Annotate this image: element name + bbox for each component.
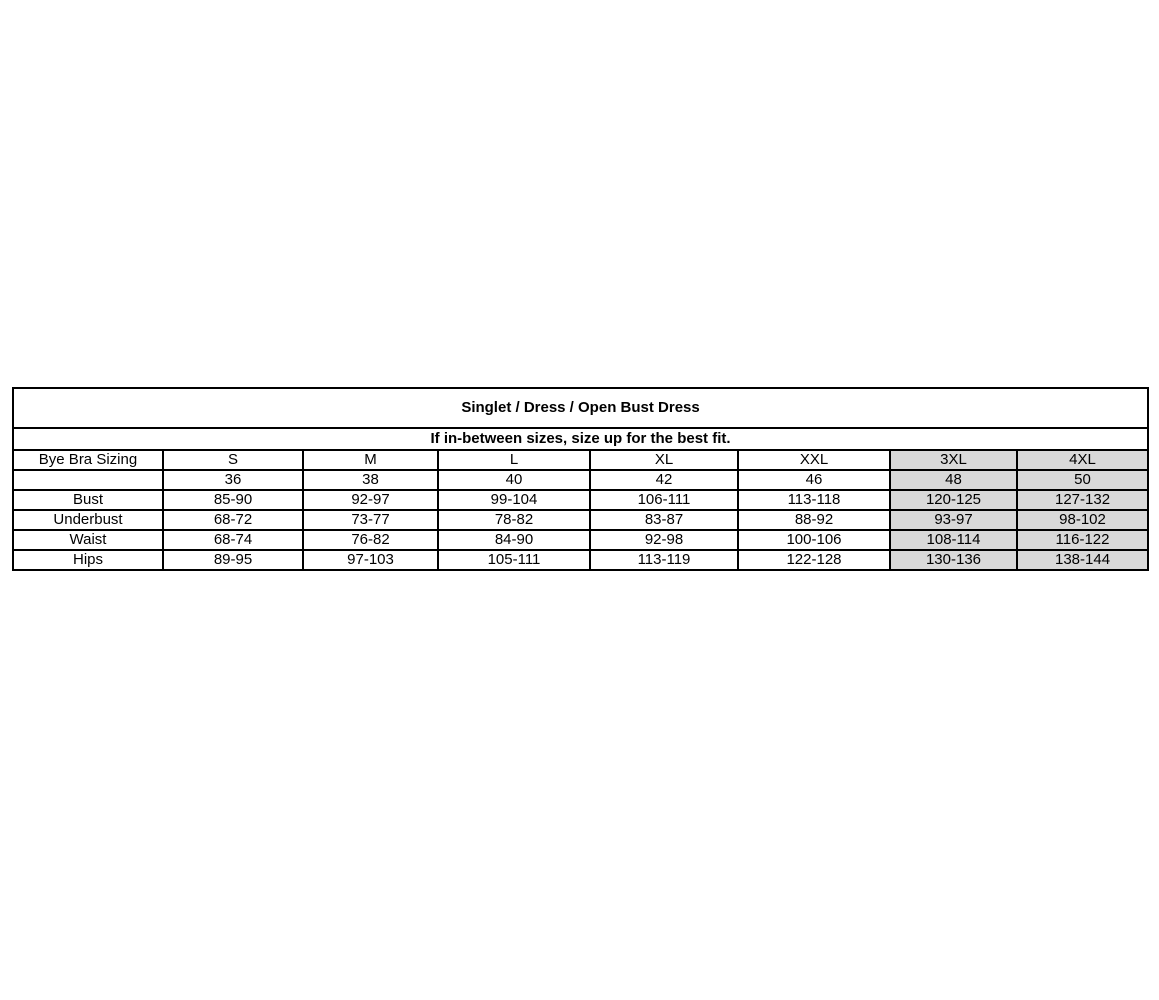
measurement-value-cell: 73-77 bbox=[303, 510, 438, 530]
eu-size-cell: 46 bbox=[738, 470, 890, 490]
measurement-row bbox=[13, 550, 1148, 570]
measurement-value-cell: 116-122 bbox=[1017, 530, 1148, 550]
size-header-cell: L bbox=[438, 450, 590, 470]
measurement-value-cell: 97-103 bbox=[303, 550, 438, 570]
eu-size-cell: 38 bbox=[303, 470, 438, 490]
size-header-cell: 3XL bbox=[890, 450, 1017, 470]
measurement-value-cell: 122-128 bbox=[738, 550, 890, 570]
size-header-cell: XXL bbox=[738, 450, 890, 470]
measurement-value-cell: 76-82 bbox=[303, 530, 438, 550]
measurement-value-cell: 138-144 bbox=[1017, 550, 1148, 570]
measurement-value-cell: 68-72 bbox=[163, 510, 303, 530]
subtitle-row bbox=[13, 428, 1148, 450]
measurement-value-cell: 85-90 bbox=[163, 490, 303, 510]
measurement-label-cell: Hips bbox=[13, 550, 163, 570]
measurement-row bbox=[13, 530, 1148, 550]
measurement-label-cell: Waist bbox=[13, 530, 163, 550]
measurement-value-cell: 84-90 bbox=[438, 530, 590, 550]
measurement-value-cell: 120-125 bbox=[890, 490, 1017, 510]
measurement-value-cell: 113-119 bbox=[590, 550, 738, 570]
measurement-value-cell: 92-98 bbox=[590, 530, 738, 550]
eu-size-cell: 36 bbox=[163, 470, 303, 490]
size-header-cell: S bbox=[163, 450, 303, 470]
measurement-value-cell: 78-82 bbox=[438, 510, 590, 530]
measurement-value-cell: 83-87 bbox=[590, 510, 738, 530]
measurement-value-cell: 92-97 bbox=[303, 490, 438, 510]
eu-size-cell: 40 bbox=[438, 470, 590, 490]
measurement-value-cell: 99-104 bbox=[438, 490, 590, 510]
size-header-cell: 4XL bbox=[1017, 450, 1148, 470]
measurement-value-cell: 130-136 bbox=[890, 550, 1017, 570]
title-row bbox=[13, 388, 1148, 428]
eu-size-cell: 50 bbox=[1017, 470, 1148, 490]
corner-label-cell: Bye Bra Sizing bbox=[13, 450, 163, 470]
size-chart-table bbox=[12, 387, 1149, 571]
measurement-value-cell: 98-102 bbox=[1017, 510, 1148, 530]
table-subtitle: If in-between sizes, size up for the best fit. bbox=[13, 428, 1148, 450]
measurement-value-cell: 68-74 bbox=[163, 530, 303, 550]
measurement-row bbox=[13, 490, 1148, 510]
measurement-value-cell: 88-92 bbox=[738, 510, 890, 530]
empty-corner-cell bbox=[13, 470, 163, 490]
measurement-value-cell: 106-111 bbox=[590, 490, 738, 510]
size-header-row bbox=[13, 450, 1148, 470]
measurement-value-cell: 113-118 bbox=[738, 490, 890, 510]
measurement-value-cell: 105-111 bbox=[438, 550, 590, 570]
measurement-label-cell: Bust bbox=[13, 490, 163, 510]
measurement-label-cell: Underbust bbox=[13, 510, 163, 530]
measurement-value-cell: 89-95 bbox=[163, 550, 303, 570]
size-header-cell: M bbox=[303, 450, 438, 470]
eu-size-row bbox=[13, 470, 1148, 490]
measurement-value-cell: 93-97 bbox=[890, 510, 1017, 530]
measurement-row bbox=[13, 510, 1148, 530]
eu-size-cell: 48 bbox=[890, 470, 1017, 490]
measurement-value-cell: 100-106 bbox=[738, 530, 890, 550]
measurement-value-cell: 108-114 bbox=[890, 530, 1017, 550]
measurement-value-cell: 127-132 bbox=[1017, 490, 1148, 510]
table-title: Singlet / Dress / Open Bust Dress bbox=[13, 388, 1148, 428]
eu-size-cell: 42 bbox=[590, 470, 738, 490]
size-header-cell: XL bbox=[590, 450, 738, 470]
